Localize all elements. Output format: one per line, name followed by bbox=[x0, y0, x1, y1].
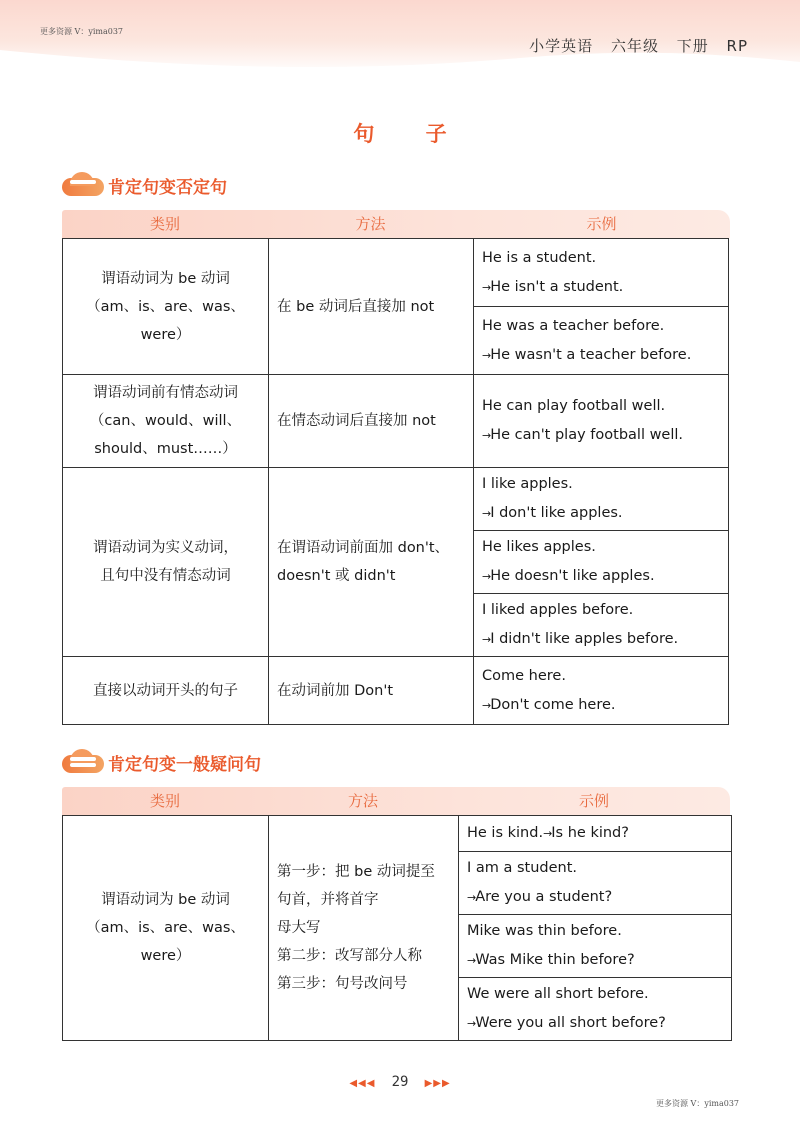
category-cell bbox=[63, 816, 269, 1041]
example-source: I am a student. bbox=[467, 860, 578, 876]
example-result-text: Was Mike thin before? bbox=[475, 952, 635, 968]
section-1-table-header bbox=[62, 210, 730, 238]
example-result-text: Is he kind? bbox=[551, 825, 629, 841]
arrow-icon: → bbox=[482, 570, 491, 583]
section-1-heading bbox=[62, 170, 227, 200]
arrow-icon: → bbox=[467, 1017, 476, 1030]
example-cell bbox=[459, 816, 732, 852]
section-2-heading bbox=[62, 747, 261, 777]
example-result bbox=[482, 341, 720, 370]
column-header-category: 类别 bbox=[149, 215, 180, 233]
example-cell bbox=[459, 852, 732, 915]
arrow-icon: → bbox=[543, 827, 552, 840]
method-cell: 在动词前加 Don't bbox=[269, 657, 474, 725]
category-line: （am、is、are、was、were） bbox=[86, 920, 245, 964]
category-line: 谓语动词为 be 动词 bbox=[101, 270, 230, 287]
page-number: 29 bbox=[391, 1074, 409, 1090]
grade-label: 六年级 bbox=[610, 37, 659, 55]
prev-arrows-icon: ◀◀◀ bbox=[349, 1078, 376, 1089]
example-cell bbox=[474, 468, 729, 531]
category-line: （can、would、will、 bbox=[89, 413, 242, 429]
category-line: 且句中没有情态动词 bbox=[100, 568, 231, 584]
example-result bbox=[467, 1009, 723, 1038]
example-source: I like apples. bbox=[482, 476, 573, 492]
example-result-text: He can't play football well. bbox=[490, 427, 684, 443]
column-header-example: 示例 bbox=[578, 792, 609, 810]
category-cell bbox=[63, 239, 269, 375]
section-two-badge-icon bbox=[62, 749, 104, 775]
example-source: He can play football well. bbox=[482, 398, 666, 414]
edition-label: RP bbox=[726, 37, 748, 55]
example-source: I liked apples before. bbox=[482, 602, 634, 618]
example-cell bbox=[474, 239, 729, 307]
column-header-example: 示例 bbox=[586, 215, 617, 233]
watermark-bottom: 更多资源 V：yima037 bbox=[656, 1099, 740, 1108]
example-result bbox=[482, 421, 720, 450]
category-line: 谓语动词为 be 动词 bbox=[101, 892, 230, 908]
example-result bbox=[467, 946, 723, 975]
category-line: 谓语动词为实义动词， bbox=[93, 540, 238, 556]
watermark-top: 更多资源 V：yima037 bbox=[40, 27, 124, 36]
example-cell bbox=[474, 375, 729, 468]
example-result-text: Don't come here. bbox=[490, 696, 616, 713]
column-header-method: 方法 bbox=[355, 215, 386, 233]
arrow-icon: → bbox=[482, 507, 491, 520]
category-line: 谓语动词前有情态动词 bbox=[93, 385, 238, 401]
category-line: 直接以动词开头的句子 bbox=[93, 682, 238, 699]
example-result-text: He doesn't like apples. bbox=[490, 568, 655, 584]
arrow-icon: → bbox=[482, 633, 491, 646]
example-source: He is kind. bbox=[467, 825, 544, 841]
example-source: Mike was thin before. bbox=[467, 923, 622, 939]
step-label: 第一步： bbox=[277, 864, 335, 880]
arrow-icon: → bbox=[482, 429, 491, 442]
example-cell bbox=[459, 978, 732, 1041]
section-1-title: 肯定句变否定句 bbox=[108, 177, 227, 198]
section-2-table-header bbox=[62, 787, 730, 815]
example-source: He is a student. bbox=[482, 249, 597, 266]
example-cell bbox=[474, 307, 729, 375]
example-result-text: He isn't a student. bbox=[490, 278, 624, 295]
column-header-method: 方法 bbox=[347, 792, 378, 810]
category-line: should、must……） bbox=[94, 441, 237, 457]
example-source: He likes apples. bbox=[482, 539, 596, 555]
example-source: He was a teacher before. bbox=[482, 317, 665, 334]
category-cell bbox=[63, 375, 269, 468]
example-cell bbox=[474, 657, 729, 725]
example-result-text: Are you a student? bbox=[475, 889, 613, 905]
arrow-icon: → bbox=[467, 954, 476, 967]
example-result bbox=[482, 625, 720, 654]
example-result bbox=[482, 562, 720, 591]
example-cell bbox=[474, 531, 729, 594]
example-cell bbox=[474, 594, 729, 657]
section-one-badge-icon bbox=[62, 172, 104, 198]
book-info bbox=[517, 35, 748, 56]
step-1-continued: 句首，并将首字 bbox=[277, 892, 379, 908]
example-result bbox=[482, 691, 720, 720]
example-result-text: I don't like apples. bbox=[490, 505, 623, 521]
section-2-table bbox=[62, 815, 732, 1041]
arrow-icon: → bbox=[482, 698, 491, 712]
step-label: 第三步： bbox=[277, 976, 335, 992]
step-text: 把 be 动词提至 bbox=[335, 864, 435, 880]
category-cell bbox=[63, 468, 269, 657]
step-text: 句号改问号 bbox=[335, 976, 408, 992]
table-row bbox=[63, 375, 729, 468]
example-cell bbox=[459, 915, 732, 978]
example-result bbox=[467, 883, 723, 912]
section-2-title: 肯定句变一般疑问句 bbox=[108, 754, 261, 775]
example-inline bbox=[467, 819, 723, 848]
example-result-text: I didn't like apples before. bbox=[490, 631, 679, 647]
step-1-continued: 母大写 bbox=[277, 920, 321, 936]
step-label: 第二步： bbox=[277, 948, 335, 964]
example-result bbox=[482, 499, 720, 528]
method-cell bbox=[269, 816, 459, 1041]
example-result-text: He wasn't a teacher before. bbox=[490, 346, 692, 363]
column-header-category: 类别 bbox=[149, 792, 180, 810]
method-cell: 在情态动词后直接加 not bbox=[269, 375, 474, 468]
method-cell: 在谓语动词前面加 don't、doesn't 或 didn't bbox=[269, 468, 474, 657]
page-footer bbox=[0, 1074, 800, 1090]
volume-label: 下册 bbox=[676, 37, 709, 55]
next-arrows-icon: ▶▶▶ bbox=[424, 1078, 451, 1089]
example-result bbox=[482, 273, 720, 302]
step-text: 改写部分人称 bbox=[335, 948, 422, 964]
category-cell bbox=[63, 657, 269, 725]
arrow-icon: → bbox=[482, 280, 491, 294]
step-1 bbox=[277, 858, 450, 886]
method-cell: 在 be 动词后直接加 not bbox=[269, 239, 474, 375]
table-row bbox=[63, 657, 729, 725]
subject-label: 小学英语 bbox=[529, 37, 594, 55]
example-result-text: Were you all short before? bbox=[475, 1015, 666, 1031]
table-row bbox=[63, 816, 732, 852]
table-row bbox=[63, 239, 729, 307]
step-2 bbox=[277, 942, 450, 970]
arrow-icon: → bbox=[482, 348, 491, 362]
table-row bbox=[63, 468, 729, 531]
step-3 bbox=[277, 970, 450, 998]
section-1-table bbox=[62, 238, 729, 725]
arrow-icon: → bbox=[467, 891, 476, 904]
example-source: We were all short before. bbox=[467, 986, 649, 1002]
example-source: Come here. bbox=[482, 667, 566, 684]
page-title: 句 子 bbox=[353, 122, 469, 146]
category-line: （am、is、are、was、were） bbox=[86, 298, 245, 343]
